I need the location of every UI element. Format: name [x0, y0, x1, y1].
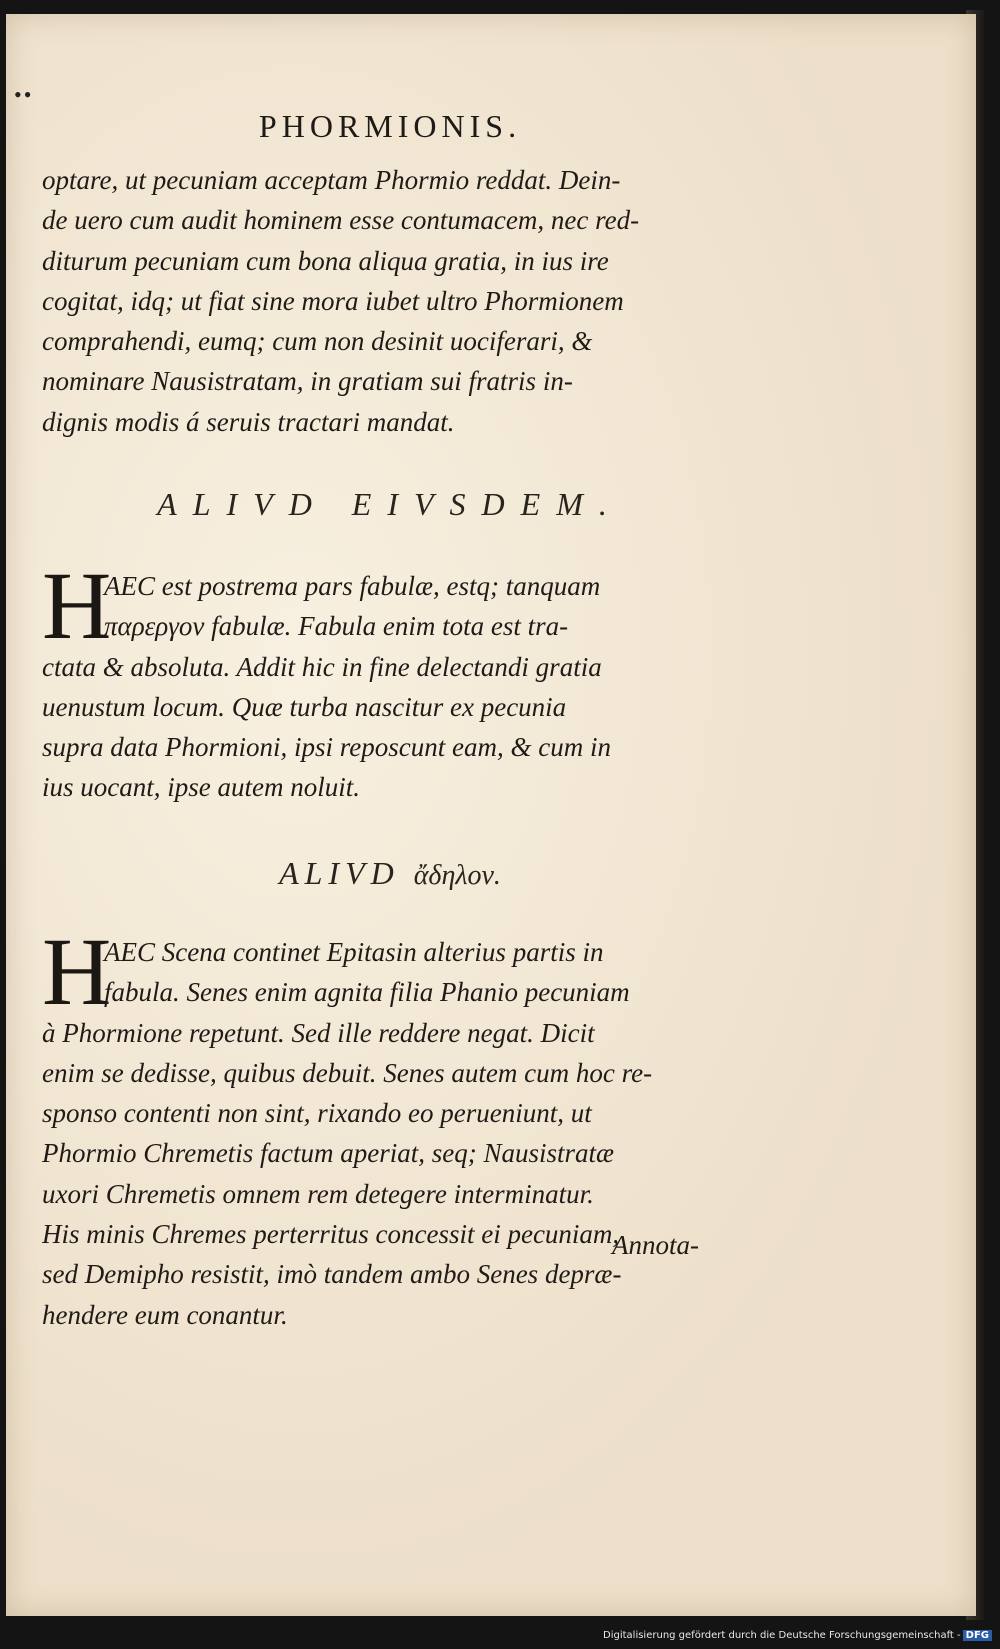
text-line: à Phormione repetunt. Sed ille reddere negat. Dicit [42, 1017, 595, 1048]
credit-text: Digitalisierung gefördert durch die Deutsche Forschungsgemeinschaft - [603, 1630, 961, 1641]
text-line: de uero cum audit hominem esse contumacem, nec red- [42, 205, 640, 236]
text-line: AEC est postrema pars fabulæ, estq; tanquam [104, 571, 601, 601]
text-line: fabula. Senes enim agnita filia Phanio pecuniam [104, 977, 630, 1008]
text-line: enim se dedisse, quibus debuit. Senes autem cum hoc re- [42, 1057, 653, 1088]
paragraph-argument [42, 160, 722, 442]
drop-cap: H [42, 918, 112, 1025]
heading-greek: ἄδηλον. [413, 860, 501, 891]
text-line: diturum pecuniam cum bona aliqua gratia, in ius ire [42, 245, 609, 276]
text-line: comprahendi, eumq; cum non desinit uociferari, & [42, 326, 593, 357]
section-heading-aliud-eiusdem: ALIVD EIVSDEM. [157, 486, 623, 522]
paragraph-scena [42, 918, 722, 1335]
text-line: His minis Chremes perterritus concessit ei pecuniam, [42, 1219, 620, 1250]
text-line: supra data Phormioni, ipsi reposcunt eam, & cum in [42, 732, 611, 763]
text-line: hendere eum conantur. [42, 1299, 288, 1330]
text-line: AEC Scena continet Epitasin alterius partis in [104, 937, 604, 967]
paragraph-aliud-eiusdem [42, 552, 722, 808]
digitization-credit [603, 1630, 992, 1641]
text-line: cogitat, idq; ut fiat sine mora iubet ultro Phormionem [42, 285, 624, 316]
drop-cap: H [42, 552, 112, 659]
text-line: uxori Chremetis omnem rem detegere interminatur. [42, 1178, 594, 1209]
heading-latin: ALIVD [279, 855, 400, 891]
text-line: uenustum locum. Quæ turba nascitur ex pecunia [42, 691, 567, 722]
dfg-logo: DFG [963, 1630, 992, 1641]
section-heading-aliud-adelon [0, 855, 780, 892]
text-line: dignis modis á seruis tractari mandat. [42, 406, 455, 437]
text-line: ctata & absoluta. Addit hic in fine delectandi gratia [42, 651, 602, 682]
page-marker: •• [14, 82, 34, 107]
text-line: Phormio Chremetis factum aperiat, seq; Nausistratæ [42, 1138, 614, 1169]
text-line: optare, ut pecuniam acceptam Phormio reddat. Dein- [42, 165, 621, 195]
text-line: sed Demipho resistit, imò tandem ambo Senes depræ- [42, 1259, 622, 1290]
text-line: παρεργον fabulæ. Fabula enim tota est tra- [104, 611, 569, 642]
text-line: nominare Nausistratam, in gratiam sui fratris in- [42, 366, 573, 397]
text-line: sponso contenti non sint, rixando eo perueniunt, ut [42, 1098, 592, 1129]
running-header: PHORMIONIS. [258, 108, 522, 144]
catchword: Annota- [612, 1230, 699, 1260]
text-line: ius uocant, ipse autem noluit. [42, 772, 360, 803]
